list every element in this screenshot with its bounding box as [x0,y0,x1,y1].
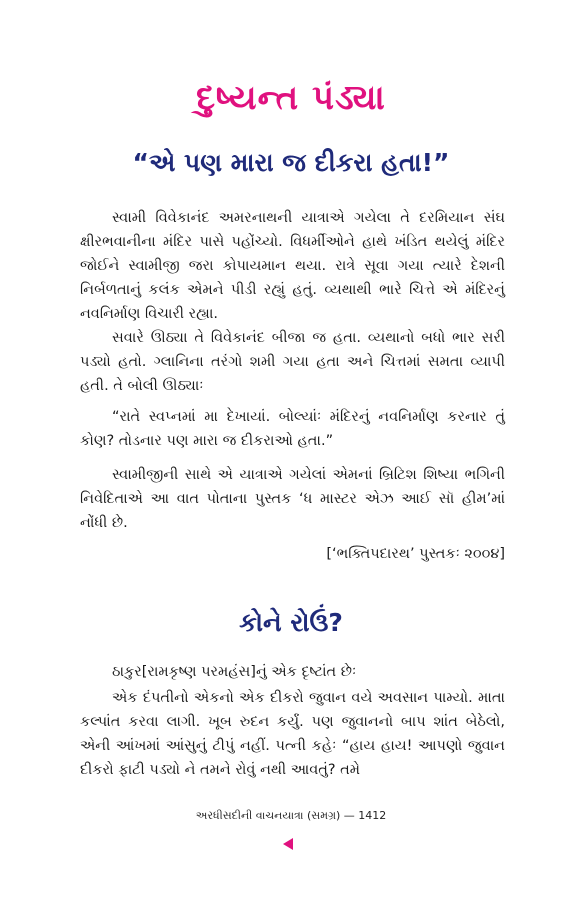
article-1-title: “એ પણ મારા જ દીકરા હતા!” [132,148,450,177]
author-name: દુષ્યન્ત પંડ્યા [196,78,386,118]
page-footer: અરધીસદીની વાચનયાત્રા (સમગ્ર) — 1412 [195,809,387,822]
article-2-paragraph-1: ઠાકુર[રામકૃષ્ણ પરમહંસ]નું એક દૃષ્ટાંત છેઃ [112,664,357,680]
article-1-paragraph-2: સવારે ઊઠ્યા તે વિવેકાનંદ બીજા જ હતા. વ્યથાનો બધો ભાર સરી પડ્યો હતો. ગ્લાનિના તરંગો શમી ગયા હતા અને ચિત્તમાં સમતા વ્યાપી હતી. તે બોલી ઊઠ્યાઃ [80,330,505,394]
article-1-paragraph-1: સ્વામી વિવેકાનંદ અમરનાથની યાત્રાએ ગયેલા તે દરમિયાન સંઘ ક્ષીરભવાનીના મંદિર પાસે પહોંચ્યો. વિધર્મીઓને હાથે ખંડિત થયેલું મંદિર જોઈને સ્વામીજી જરા કોપાયમાન થયા. રાત્રે સૂવા ગયા ત્યારે દેશની નિર્બળતાનું કલંક એમને પીડી રહ્યું હતું. વ્યથાથી ભારે ચિત્તે એ મંદિરનું નવનિર્માણ વિચારી રહ્યા. [80,210,505,322]
article-2-paragraph-2: એક દંપતીનો એકનો એક દીકરો જુવાન વયે અવસાન પામ્યો. માતા કલ્પાંત કરવા લાગી. ખૂબ રુદન કર્યું. પણ જુવાનનો બાપ શાંત બેઠેલો, એની આંખમાં આંસુનું ટીપું નહીં. પત્ની કહેઃ “હાય હાય! આપણો જુવાન દીકરો ફાટી પડ્યો ને તમને રોવું નથી આવતું? તમે [80,690,505,778]
article-1-paragraph-3: “રાતે સ્વપ્નમાં મા દેખાયાં. બોલ્યાંઃ મંદિરનું નવનિર્માણ કરનાર તું કોણ? તોડનાર પણ મારા જ દીકરાઓ હતા.” [80,409,505,449]
triangle-left-icon[interactable] [283,838,293,850]
article-1-paragraph-4: સ્વામીજીની સાથે એ યાત્રાએ ગયેલાં એમનાં બ્રિટિશ શિષ્યા ભગિની નિવેદિતાએ આ વાત પોતાના પુસ્તક ‘ધ માસ્ટર એઝ આઈ સૉ હીમ’માં નોંધી છે. [80,467,505,531]
article-2-title: કોને રોઉં? [239,608,343,637]
article-1-source: [‘ભક્તિપદારથ’ પુસ્તકઃ ૨૦૦૪] [326,546,505,562]
